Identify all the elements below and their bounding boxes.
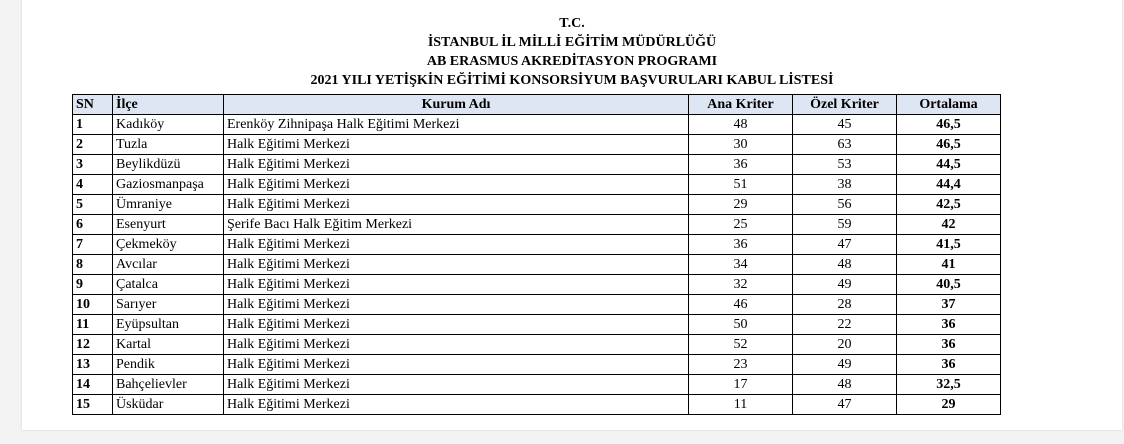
table-row xyxy=(73,115,1001,135)
cell-ortalama: 44,4 xyxy=(897,175,1001,195)
cell-ortalama: 44,5 xyxy=(897,155,1001,175)
cell-ilce: Beylikdüzü xyxy=(113,155,224,175)
cell-ozel-kriter: 22 xyxy=(793,315,897,335)
cell-ilce: Avcılar xyxy=(113,255,224,275)
table-row xyxy=(73,275,1001,295)
cell-ana-kriter: 51 xyxy=(689,175,793,195)
cell-ortalama: 32,5 xyxy=(897,375,1001,395)
cell-sn: 14 xyxy=(73,375,113,395)
table-row xyxy=(73,235,1001,255)
table-row xyxy=(73,315,1001,335)
cell-kurum: Halk Eğitimi Merkezi xyxy=(224,295,689,315)
cell-sn: 9 xyxy=(73,275,113,295)
cell-ana-kriter: 52 xyxy=(689,335,793,355)
table-row xyxy=(73,375,1001,395)
cell-sn: 8 xyxy=(73,255,113,275)
cell-sn: 3 xyxy=(73,155,113,175)
table-row xyxy=(73,335,1001,355)
cell-ana-kriter: 11 xyxy=(689,395,793,415)
cell-ana-kriter: 48 xyxy=(689,115,793,135)
header-line-directorate: İSTANBUL İL MİLLİ EĞİTİM MÜDÜRLÜĞÜ xyxy=(427,35,717,50)
cell-ortalama: 41,5 xyxy=(897,235,1001,255)
cell-kurum: Halk Eğitimi Merkezi xyxy=(224,375,689,395)
table-body xyxy=(73,115,1001,415)
cell-ilce: Ümraniye xyxy=(113,195,224,215)
cell-ilce: Çatalca xyxy=(113,275,224,295)
cell-ozel-kriter: 45 xyxy=(793,115,897,135)
cell-ilce: Sarıyer xyxy=(113,295,224,315)
cell-kurum: Halk Eğitimi Merkezi xyxy=(224,135,689,155)
cell-ilce: Pendik xyxy=(113,355,224,375)
cell-ozel-kriter: 48 xyxy=(793,375,897,395)
cell-kurum: Halk Eğitimi Merkezi xyxy=(224,195,689,215)
cell-ozel-kriter: 56 xyxy=(793,195,897,215)
cell-ortalama: 40,5 xyxy=(897,275,1001,295)
cell-sn: 13 xyxy=(73,355,113,375)
column-header-ozel-kriter: Özel Kriter xyxy=(793,95,897,115)
cell-kurum: Erenköy Zihnipaşa Halk Eğitimi Merkezi xyxy=(224,115,689,135)
cell-kurum: Şerife Bacı Halk Eğitim Merkezi xyxy=(224,215,689,235)
cell-sn: 12 xyxy=(73,335,113,355)
table-row xyxy=(73,155,1001,175)
cell-ortalama: 42 xyxy=(897,215,1001,235)
cell-sn: 15 xyxy=(73,395,113,415)
cell-kurum: Halk Eğitimi Merkezi xyxy=(224,315,689,335)
cell-ilce: Kadıköy xyxy=(113,115,224,135)
cell-ozel-kriter: 59 xyxy=(793,215,897,235)
acceptance-table xyxy=(72,94,1001,415)
cell-ozel-kriter: 49 xyxy=(793,355,897,375)
cell-kurum: Halk Eğitimi Merkezi xyxy=(224,275,689,295)
cell-ortalama: 41 xyxy=(897,255,1001,275)
table-row xyxy=(73,295,1001,315)
document-page xyxy=(22,0,1122,430)
cell-ana-kriter: 36 xyxy=(689,235,793,255)
cell-ana-kriter: 36 xyxy=(689,155,793,175)
cell-ozel-kriter: 48 xyxy=(793,255,897,275)
cell-ana-kriter: 17 xyxy=(689,375,793,395)
cell-kurum: Halk Eğitimi Merkezi xyxy=(224,175,689,195)
cell-ortalama: 42,5 xyxy=(897,195,1001,215)
cell-ana-kriter: 34 xyxy=(689,255,793,275)
cell-sn: 6 xyxy=(73,215,113,235)
cell-sn: 1 xyxy=(73,115,113,135)
cell-ortalama: 37 xyxy=(897,295,1001,315)
cell-kurum: Halk Eğitimi Merkezi xyxy=(224,255,689,275)
cell-ozel-kriter: 47 xyxy=(793,235,897,255)
cell-kurum: Halk Eğitimi Merkezi xyxy=(224,395,689,415)
table-header-row xyxy=(73,95,1001,115)
cell-ana-kriter: 32 xyxy=(689,275,793,295)
cell-ana-kriter: 30 xyxy=(689,135,793,155)
cell-ozel-kriter: 63 xyxy=(793,135,897,155)
cell-sn: 7 xyxy=(73,235,113,255)
cell-ilce: Tuzla xyxy=(113,135,224,155)
cell-ana-kriter: 25 xyxy=(689,215,793,235)
cell-ozel-kriter: 38 xyxy=(793,175,897,195)
table-row xyxy=(73,175,1001,195)
cell-ilce: Bahçelievler xyxy=(113,375,224,395)
table-row xyxy=(73,395,1001,415)
cell-sn: 4 xyxy=(73,175,113,195)
cell-kurum: Halk Eğitimi Merkezi xyxy=(224,155,689,175)
cell-ana-kriter: 46 xyxy=(689,295,793,315)
cell-ilce: Çekmeköy xyxy=(113,235,224,255)
cell-ilce: Kartal xyxy=(113,335,224,355)
header-line-list-title: 2021 YILI YETİŞKİN EĞİTİMİ KONSORSİYUM BAŞVURULARI KABUL LİSTESİ xyxy=(310,73,834,88)
header-line-program: AB ERASMUS AKREDİTASYON PROGRAMI xyxy=(426,54,718,69)
header-line-tc: T.C. xyxy=(559,16,585,31)
cell-kurum: Halk Eğitimi Merkezi xyxy=(224,355,689,375)
cell-ozel-kriter: 53 xyxy=(793,155,897,175)
cell-ilce: Eyüpsultan xyxy=(113,315,224,335)
cell-ilce: Gaziosmanpaşa xyxy=(113,175,224,195)
cell-ortalama: 29 xyxy=(897,395,1001,415)
cell-ana-kriter: 29 xyxy=(689,195,793,215)
table-row xyxy=(73,135,1001,155)
cell-ozel-kriter: 20 xyxy=(793,335,897,355)
cell-ortalama: 36 xyxy=(897,355,1001,375)
cell-sn: 11 xyxy=(73,315,113,335)
cell-ilce: Üsküdar xyxy=(113,395,224,415)
cell-kurum: Halk Eğitimi Merkezi xyxy=(224,335,689,355)
cell-ortalama: 36 xyxy=(897,335,1001,355)
cell-ortalama: 46,5 xyxy=(897,115,1001,135)
table-row xyxy=(73,215,1001,235)
column-header-kurum: Kurum Adı xyxy=(224,95,689,115)
cell-kurum: Halk Eğitimi Merkezi xyxy=(224,235,689,255)
cell-ana-kriter: 50 xyxy=(689,315,793,335)
table-row xyxy=(73,355,1001,375)
cell-ortalama: 46,5 xyxy=(897,135,1001,155)
cell-ozel-kriter: 49 xyxy=(793,275,897,295)
cell-sn: 5 xyxy=(73,195,113,215)
table-row xyxy=(73,255,1001,275)
cell-ozel-kriter: 28 xyxy=(793,295,897,315)
cell-ortalama: 36 xyxy=(897,315,1001,335)
column-header-ortalama: Ortalama xyxy=(897,95,1001,115)
cell-ana-kriter: 23 xyxy=(689,355,793,375)
table-row xyxy=(73,195,1001,215)
column-header-ilce: İlçe xyxy=(113,95,224,115)
cell-ozel-kriter: 47 xyxy=(793,395,897,415)
cell-sn: 2 xyxy=(73,135,113,155)
cell-ilce: Esenyurt xyxy=(113,215,224,235)
column-header-sn: SN xyxy=(73,95,113,115)
cell-sn: 10 xyxy=(73,295,113,315)
document-header xyxy=(22,14,1122,90)
column-header-ana-kriter: Ana Kriter xyxy=(689,95,793,115)
